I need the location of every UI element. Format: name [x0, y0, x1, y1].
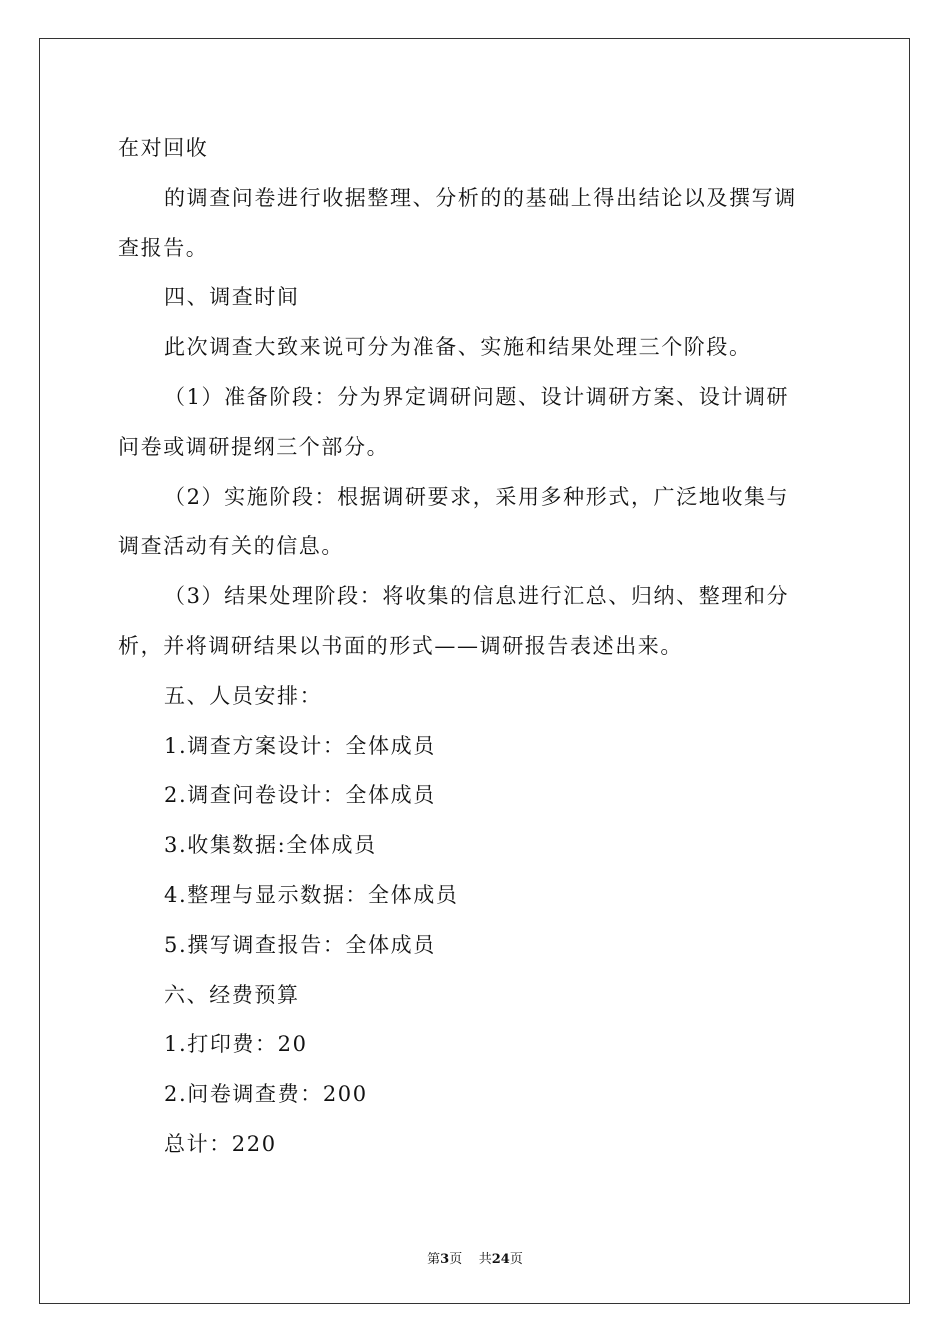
list-item: 2.调查问卷设计：全体成员: [164, 783, 436, 808]
page-number: 3: [440, 1252, 450, 1267]
list-item: 1.打印费：20: [164, 1032, 308, 1057]
paragraph-line: 在对回收: [118, 136, 209, 160]
paragraph-line: 查报告。: [118, 235, 209, 260]
page-footer: [0, 1248, 950, 1267]
paragraph-line: 的调查问卷进行收据整理、分析的的基础上得出结论以及撰写调: [164, 185, 797, 210]
section-heading: 五、人员安排：: [164, 683, 323, 708]
list-item: 4.整理与显示数据：全体成员: [164, 882, 459, 907]
total-pages: 24: [491, 1252, 510, 1267]
list-item: 2.问卷调查费：200: [164, 1082, 368, 1107]
paragraph-line: （1）准备阶段：分为界定调研问题、设计调研方案、设计调研: [164, 384, 790, 409]
list-item: 5.撰写调查报告：全体成员: [164, 932, 436, 957]
total-line: 总计：220: [164, 1131, 277, 1156]
paragraph-line: 此次调查大致来说可分为准备、实施和结果处理三个阶段。: [164, 335, 752, 360]
paragraph-line: 问卷或调研提纲三个部分。: [118, 434, 390, 459]
page-prefix: 第: [427, 1252, 441, 1267]
page-suffix: 页: [449, 1252, 463, 1267]
section-heading: 六、经费预算: [164, 982, 300, 1007]
document-body: [118, 133, 838, 1179]
paragraph-line: （3）结果处理阶段：将收集的信息进行汇总、归纳、整理和分: [164, 584, 790, 609]
total-suffix: 页: [509, 1252, 523, 1267]
section-heading: 四、调查时间: [164, 285, 300, 310]
paragraph-line: 调查活动有关的信息。: [118, 534, 344, 559]
total-prefix: 共: [478, 1252, 492, 1267]
paragraph-line: 析，并将调研结果以书面的形式——调研报告表述出来。: [118, 633, 683, 658]
list-item: 1.调查方案设计：全体成员: [164, 733, 436, 758]
paragraph-line: （2）实施阶段：根据调研要求，采用多种形式，广泛地收集与: [164, 484, 790, 509]
list-item: 3.收集数据:全体成员: [164, 833, 377, 858]
